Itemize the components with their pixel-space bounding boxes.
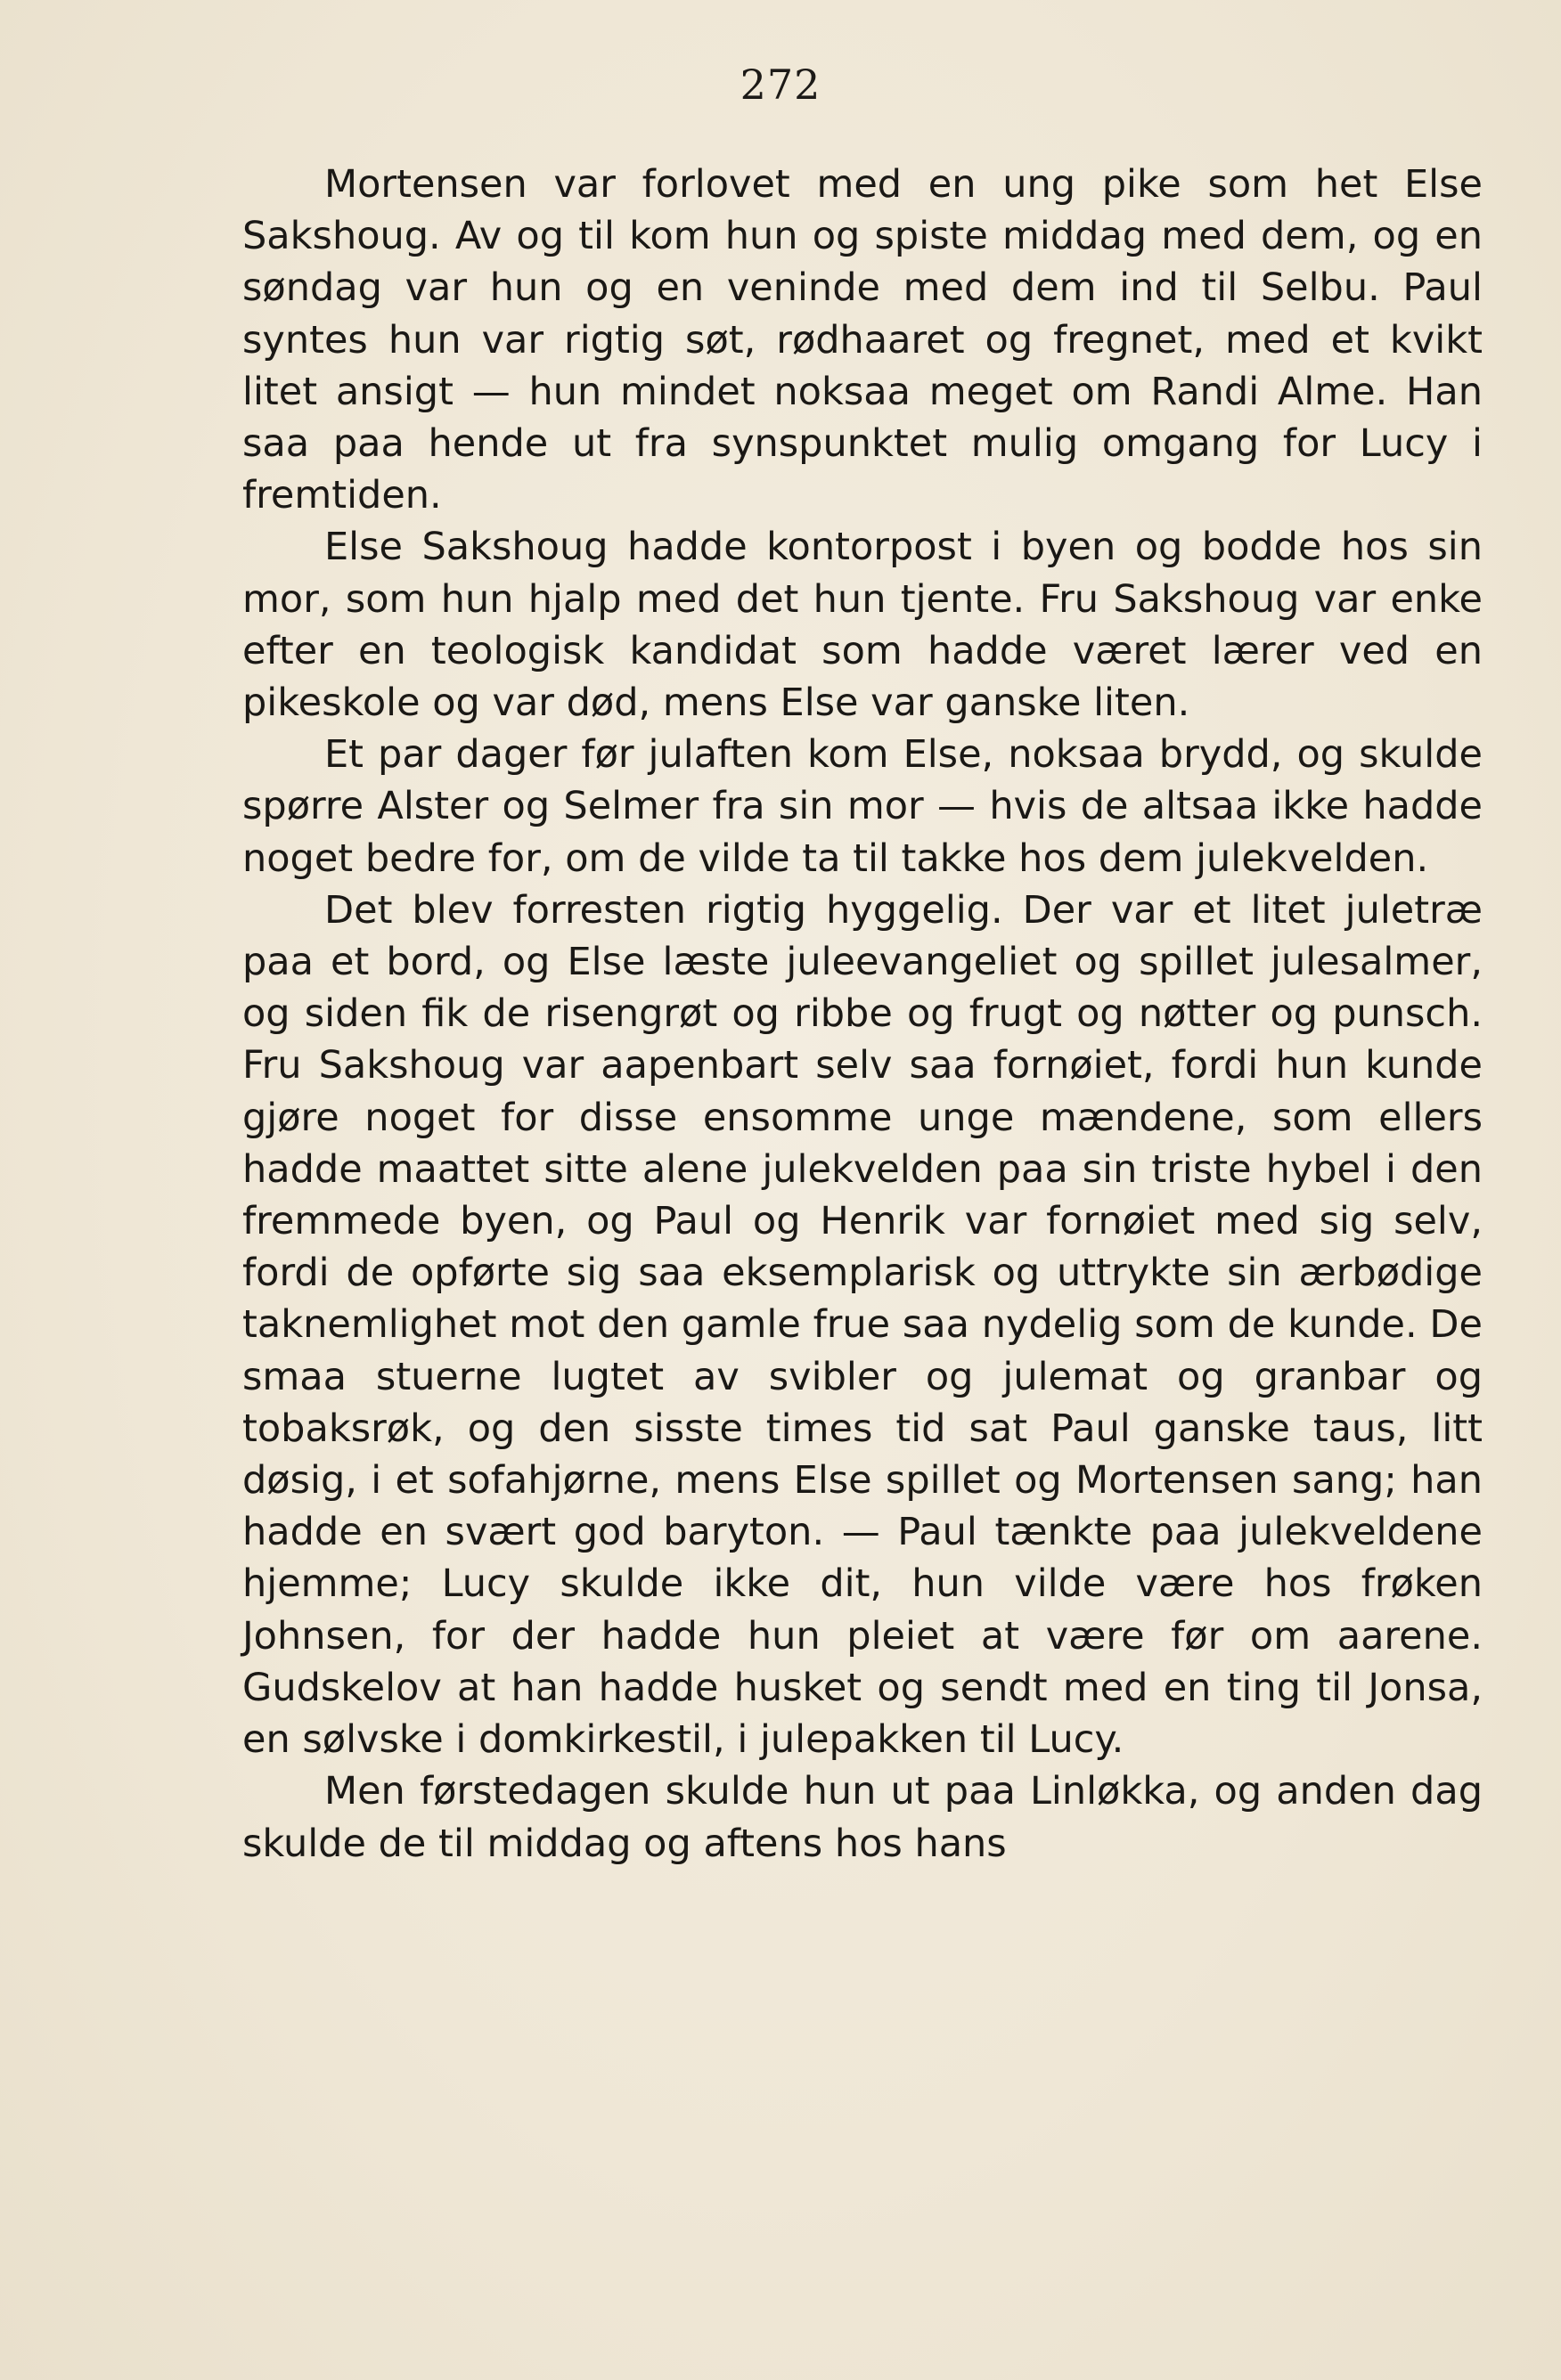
paragraph-2: Else Sakshoug hadde kontorpost i byen og bodde hos sin mor, som hun hjalp med det hun tjente. Fru Sakshoug var enke efter en teologisk kandidat som hadde været lærer ved en pikeskole og var død, mens Else var ganske liten.: [242, 525, 1483, 726]
paragraph-3: Et par dager før julaften kom Else, noksaa brydd, og skulde spørre Alster og Selmer fra sin mor — hvis de altsaa ikke hadde noget bedre for, om de vilde ta til takke hos dem julekvelden.: [242, 732, 1483, 881]
paragraph-5: Men førstedagen skulde hun ut paa Linløkka, og anden dag skulde de til middag og aftens hos hans: [242, 1769, 1483, 1866]
paragraph-1: Mortensen var forlovet med en ung pike som het Else Sakshoug. Av og til kom hun og spiste middag med dem, og en søndag var hun og en veninde med dem ind til Selbu. Paul syntes hun var rigtig søt, rødhaaret og fregnet, med et kvikt litet ansigt — hun mindet noksaa meget om Randi Alme. Han saa paa hende ut fra synspunktet mulig omgang for Lucy i fremtiden.: [242, 162, 1483, 518]
body-text: [242, 159, 1483, 1870]
paragraph-4: Det blev forresten rigtig hyggelig. Der var et litet juletræ paa et bord, og Else læste juleevangeliet og spillet julesalmer, og siden fik de risengrøt og ribbe og frugt og nøtter og punsch. Fru Sakshoug var aapenbart selv saa fornøiet, fordi hun kunde gjøre noget for disse ensomme unge mændene, som ellers hadde maattet sitte alene julekvelden paa sin triste hybel i den fremmede byen, og Paul og Henrik var fornøiet med sig selv, fordi de opførte sig saa eksemplarisk og uttrykte sin ærbødige taknemlighet mot den gamle frue saa nydelig som de kunde. De smaa stuerne lugtet av svibler og julemat og granbar og tobaksrøk, og den sisste times tid sat Paul ganske taus, litt døsig, i et sofahjørne, mens Else spillet og Mortensen sang; han hadde en svært god baryton. — Paul tænkte paa julekveldene hjemme; Lucy skulde ikke dit, hun vilde være hos frøken Johnsen, for der hadde hun pleiet at være før om aarene. Gudskelov at han hadde husket og sendt med en ting til Jonsa, en sølvske i domkirkestil, i julepakken til Lucy.: [242, 887, 1483, 1763]
page-number: 272: [740, 61, 821, 109]
